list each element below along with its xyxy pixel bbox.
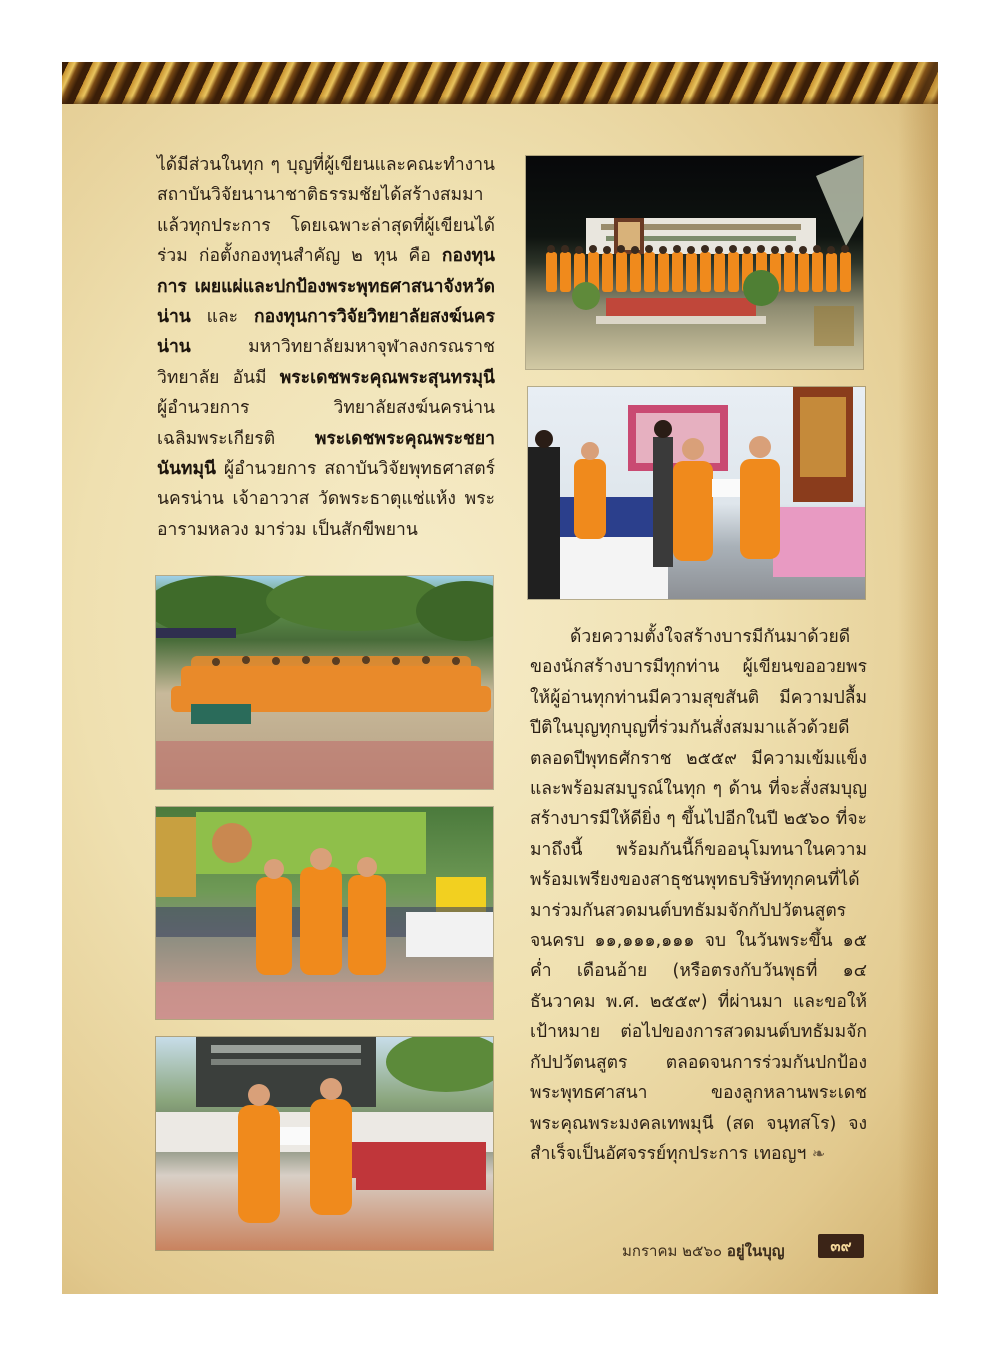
photo-night-ceremony-art xyxy=(526,156,863,369)
bold-phrase: พระเดชพระคุณพระชยานันทมุนี xyxy=(157,428,495,480)
bold-phrase: กองทุนการ เผยแผ่และปกป้องพระพุทธศาสนาจังหวัดน่าน xyxy=(157,246,495,328)
photo-outdoor-assembly-art xyxy=(156,576,493,789)
magazine-page xyxy=(62,62,938,1294)
text-run: ผู้อำนวยการ สถาบันวิจัยพุทธศาสตร์นครน่าน เจ้าอาวาส วัดพระธาตุแช่แห้ง พระอารามหลวง มาร่วม เป็นสักขีพยาน xyxy=(157,459,495,540)
photo-outdoor-assembly xyxy=(156,576,493,789)
page-number: ๓๙ xyxy=(818,1234,864,1258)
article-column-right xyxy=(530,622,867,1169)
text-run: ได้มีส่วนในทุก ๆ บุญที่ผู้เขียนและคณะทำงาน สถาบันวิจัยนานาชาติธรรมชัยได้สร้างสมมา แล้วทุกประการ โดยเฉพาะล่าสุดที่ผู้เขียนได้ร่วม ก่อตั้งกองทุนสำคัญ ๒ ทุน คือ xyxy=(157,155,495,267)
end-mark-icon: ❧ xyxy=(811,1143,826,1163)
photo-indoor-presentation xyxy=(528,387,865,599)
photo-indoor-presentation-art xyxy=(528,387,865,599)
bold-phrase: กองทุนการวิจัยวิทยาลัยสงฆ์นครน่าน xyxy=(157,307,495,358)
photo-night-ceremony xyxy=(526,156,863,369)
photo-two-monks-art xyxy=(156,1037,493,1250)
footer xyxy=(622,1239,785,1263)
article-column-left xyxy=(157,150,495,545)
photo-two-monks xyxy=(156,1037,493,1250)
issue-date: มกราคม ๒๕๖๐ xyxy=(622,1242,723,1260)
text-run: มหาวิทยาลัยมหาจุฬาลงกรณราชวิทยาลัย อันมี xyxy=(157,337,495,388)
text-run: ผู้อำนวยการ วิทยาลัยสงฆ์นครน่านเฉลิมพระเกียรติ xyxy=(157,398,495,449)
photo-three-monks xyxy=(156,807,493,1019)
magazine-title: อยู่ในบุญ xyxy=(726,1242,785,1260)
bold-phrase: พระเดชพระคุณพระสุนทรมุนี xyxy=(279,367,495,388)
closing-paragraph: ด้วยความตั้งใจสร้างบารมีกันมาด้วยดี ของนักสร้างบารมีทุกท่าน ผู้เขียนขออวยพร ให้ผู้อ่านทุกท่านมีความสุขสันติ มีความปลื้ม ปีติในบุญทุกบุญที่ร่วมกันสั่งสมมาแล้วด้วยดี ตลอดปีพุทธศักราช ๒๕๕๙ มีความเข้มแข็ง และพร้อมสมบูรณ์ในทุก ๆ ด้าน ที่จะสั่งสมบุญ สร้างบารมีให้ดียิ่ง ๆ ขึ้นไปอีกในปี ๒๕๖๐ ที่จะมาถึงนี้ พร้อมกันนี้ก็ขออนุโมทนาในความ พร้อมเพรียงของสาธุชนพุทธบริษัททุกคนที่ได้ มาร่วมกันสวดมนต์บทธัมมจักกัปปวัตนสูตร จนครบ ๑๑,๑๑๑,๑๑๑ จบ ในวันพระขึ้น ๑๕ ค่ำ เดือนอ้าย (หรือตรงกับวันพุธที่ ๑๔ ธันวาคม พ.ศ. ๒๕๕๙) ที่ผ่านมา และขอให้เป้าหมาย ต่อไปของการสวดมนต์บทธัมมจักกัปปวัตนสูตร ตลอดจนการร่วมกันปกป้องพระพุทธศาสนา ของลูกหลานพระเดชพระคุณพระมงคลเทพมุนี (สด จนฺทสโร) จงสำเร็จเป็นอัศจรรย์ทุกประการ เทอญฯ xyxy=(530,627,867,1164)
text-run: และ xyxy=(190,307,254,328)
thai-ornament-banner xyxy=(62,62,938,104)
photo-three-monks-art xyxy=(156,807,493,1019)
